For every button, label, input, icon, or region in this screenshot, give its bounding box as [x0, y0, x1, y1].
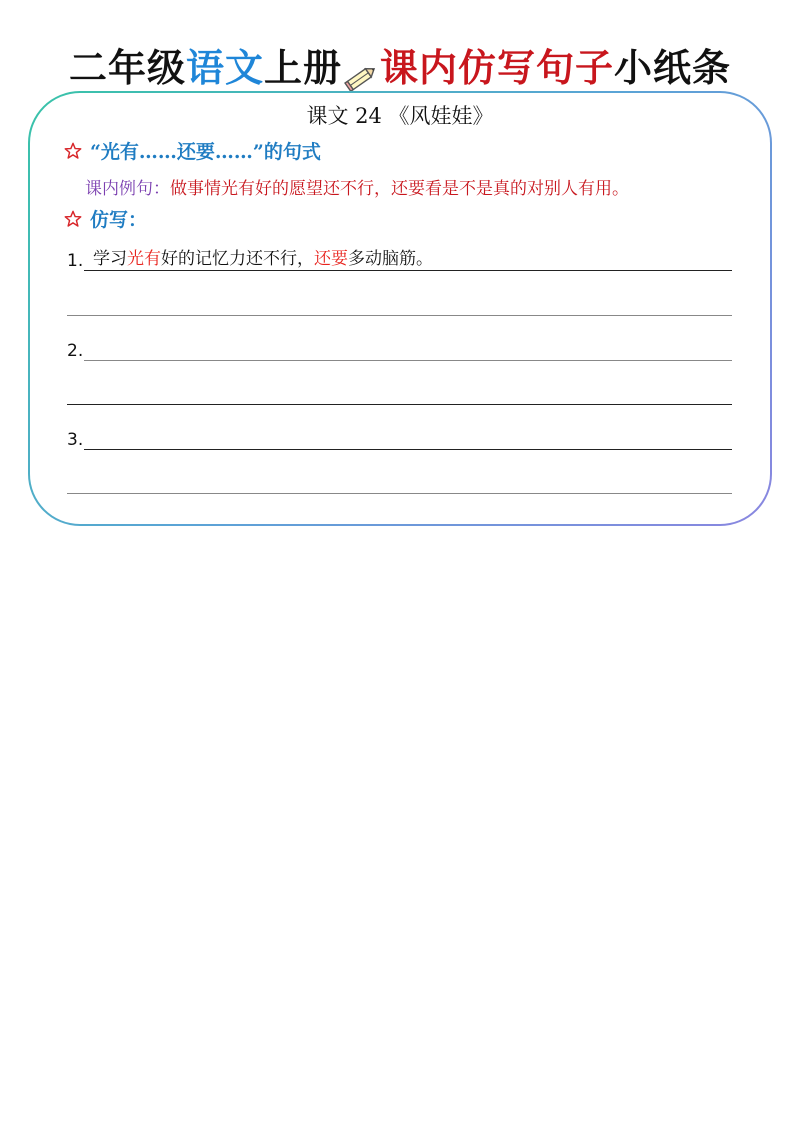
title-part-grade: 二年级 — [68, 46, 186, 90]
sample-answer-part: 好的记忆力还不行， — [161, 249, 314, 269]
practice-line-3[interactable] — [67, 424, 732, 452]
example-sentence — [85, 176, 629, 202]
line-number: 3. — [67, 430, 84, 450]
keyword-guangyou: 光有 — [127, 249, 161, 269]
example-text: 做事情光有好的愿望还不行，还要看是不是真的对别人有用。 — [170, 179, 629, 199]
practice-line-2-continuation[interactable] — [67, 379, 732, 407]
practice-line-1[interactable] — [67, 245, 732, 273]
answer-rule — [84, 449, 732, 450]
answer-rule — [84, 360, 732, 361]
star-icon — [64, 210, 82, 228]
title-part-topic: 课内仿写句子 — [380, 46, 615, 90]
title-part-subject: 语文 — [185, 46, 264, 90]
sample-answer-part: 学习 — [93, 249, 127, 269]
title-part-volume: 上册 — [263, 46, 342, 90]
keyword-haiyao: 还要 — [314, 249, 348, 269]
practice-line-1-continuation[interactable] — [67, 290, 732, 318]
practice-heading — [64, 206, 147, 234]
worksheet-card — [28, 91, 772, 526]
line-number: 1. — [67, 251, 84, 271]
pattern-label: “光有……还要……”的句式 — [90, 141, 321, 163]
star-icon — [64, 142, 82, 160]
pencil-icon — [344, 54, 378, 88]
example-label: 课内例句： — [85, 179, 170, 199]
lesson-title: 课文 24 《风娃娃》 — [306, 104, 494, 128]
title-part-note: 小纸条 — [614, 46, 732, 90]
sample-answer-part: 多动脑筋。 — [348, 249, 433, 269]
practice-label: 仿写： — [90, 209, 148, 231]
answer-rule — [67, 493, 732, 494]
practice-line-3-continuation[interactable] — [67, 468, 732, 496]
answer-rule — [67, 315, 732, 316]
answer-rule — [67, 404, 732, 405]
page-title — [0, 40, 800, 96]
sample-answer — [93, 247, 433, 271]
line-number: 2. — [67, 341, 84, 361]
worksheet-card-body — [30, 93, 770, 524]
pattern-heading — [64, 138, 321, 166]
practice-line-2[interactable] — [67, 335, 732, 363]
